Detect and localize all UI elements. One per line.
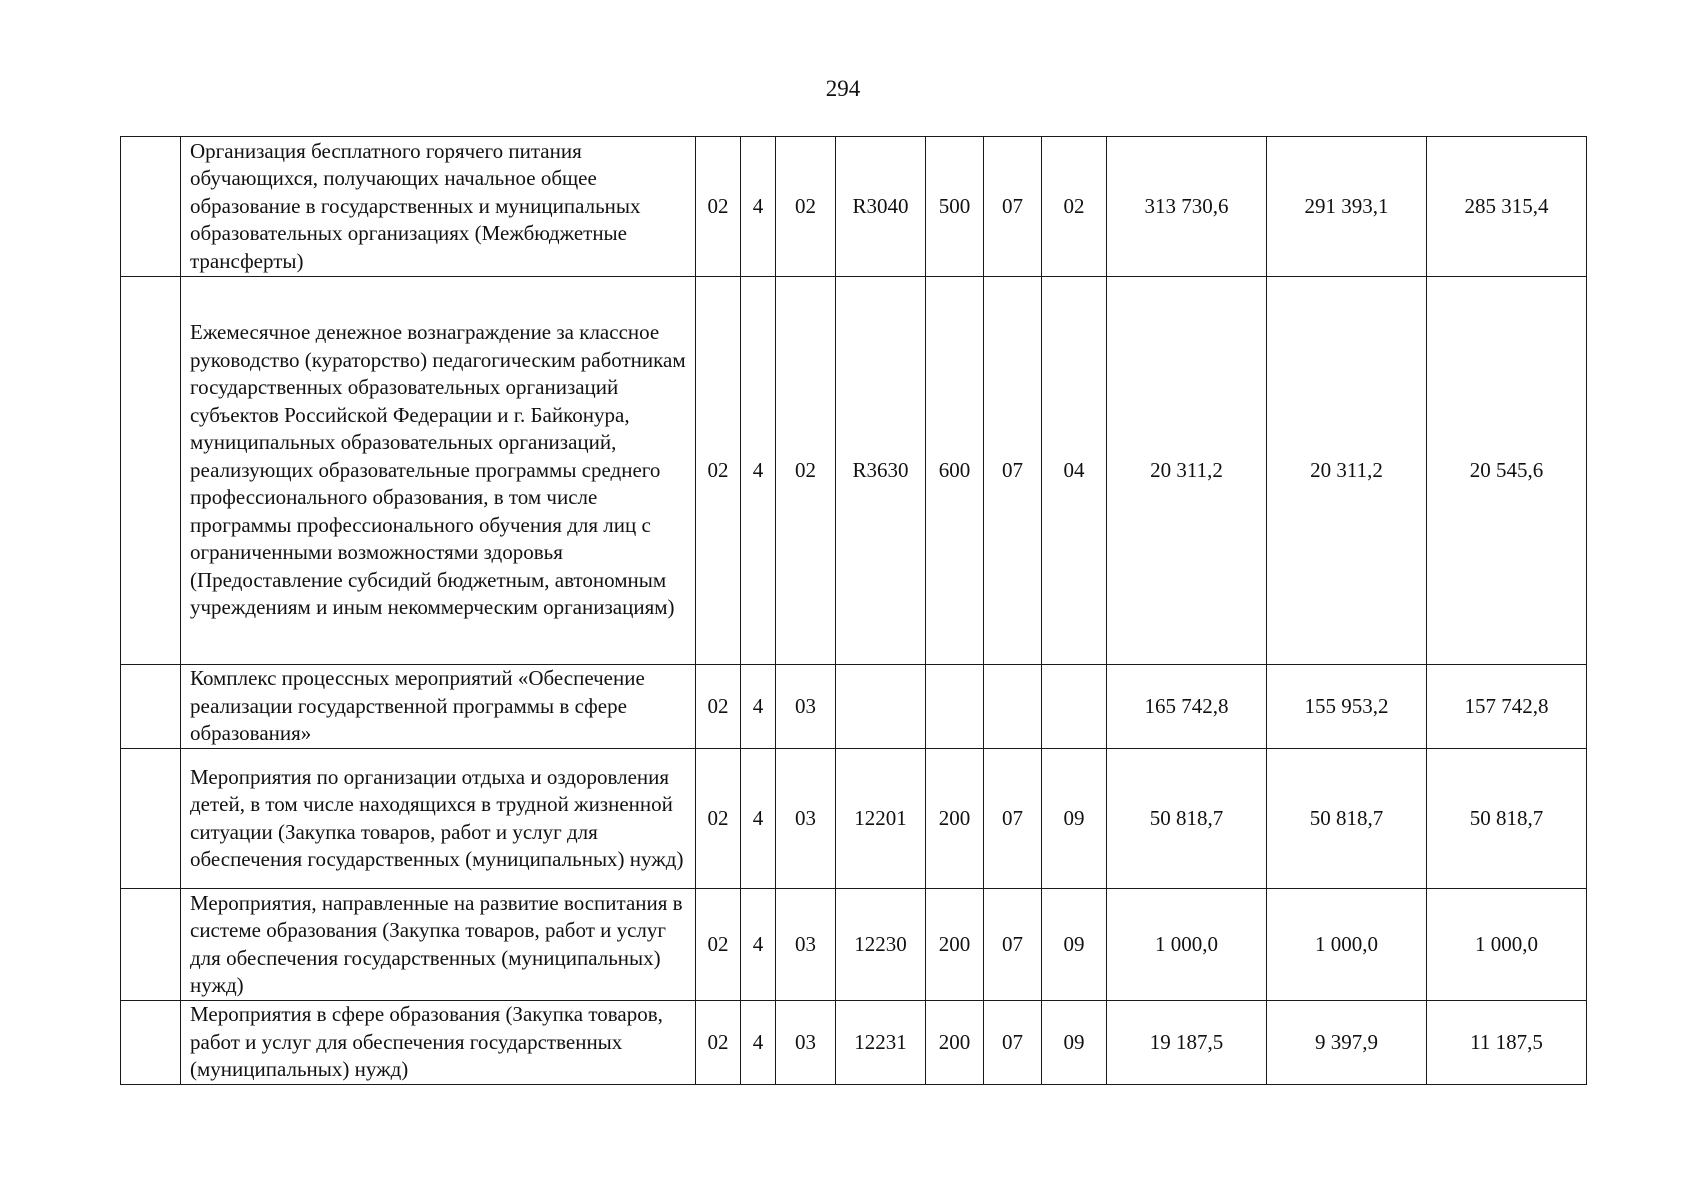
program-cell: 02 bbox=[696, 665, 741, 749]
amount-3-cell: 11 187,5 bbox=[1427, 1001, 1587, 1085]
subsection-cell bbox=[1042, 665, 1107, 749]
program-cell: 02 bbox=[696, 137, 741, 277]
subprogram-cell: 4 bbox=[741, 1001, 776, 1085]
subsection-cell: 09 bbox=[1042, 1001, 1107, 1085]
budget-table bbox=[120, 136, 1587, 1085]
description-cell: Мероприятия по организации отдыха и оздоровления детей, в том числе находящихся в трудной жизненной ситуации (Закупка товаров, работ и услуг для обеспечения государственных (муниципальных) нужд) bbox=[181, 749, 696, 889]
amount-2-cell: 20 311,2 bbox=[1267, 277, 1427, 665]
subsection-cell: 04 bbox=[1042, 277, 1107, 665]
row-number-cell bbox=[121, 137, 181, 277]
amount-1-cell: 165 742,8 bbox=[1107, 665, 1267, 749]
expense-type-cell: 200 bbox=[926, 749, 984, 889]
row-number-cell bbox=[121, 665, 181, 749]
program-cell: 02 bbox=[696, 889, 741, 1001]
amount-1-cell: 19 187,5 bbox=[1107, 1001, 1267, 1085]
subsection-cell: 09 bbox=[1042, 749, 1107, 889]
amount-2-cell: 291 393,1 bbox=[1267, 137, 1427, 277]
target-cell: 12231 bbox=[836, 1001, 926, 1085]
subsection-cell: 09 bbox=[1042, 889, 1107, 1001]
amount-1-cell: 20 311,2 bbox=[1107, 277, 1267, 665]
target-cell: 12201 bbox=[836, 749, 926, 889]
subprogram-cell: 4 bbox=[741, 889, 776, 1001]
amount-3-cell: 1 000,0 bbox=[1427, 889, 1587, 1001]
page-number: 294 bbox=[825, 76, 861, 101]
amount-1-cell: 1 000,0 bbox=[1107, 889, 1267, 1001]
subprogram-cell: 4 bbox=[741, 749, 776, 889]
expense-type-cell bbox=[926, 665, 984, 749]
section-cell: 07 bbox=[984, 277, 1042, 665]
block-cell: 03 bbox=[776, 889, 836, 1001]
block-cell: 03 bbox=[776, 665, 836, 749]
expense-type-cell: 600 bbox=[926, 277, 984, 665]
amount-1-cell: 50 818,7 bbox=[1107, 749, 1267, 889]
description-cell: Организация бесплатного горячего питания обучающихся, получающих начальное общее образование в государственных и муниципальных образовательных организациях (Межбюджетные трансферты) bbox=[181, 137, 696, 277]
block-cell: 03 bbox=[776, 749, 836, 889]
table-row bbox=[121, 1001, 1587, 1085]
table-row bbox=[121, 665, 1587, 749]
program-cell: 02 bbox=[696, 1001, 741, 1085]
amount-2-cell: 9 397,9 bbox=[1267, 1001, 1427, 1085]
amount-3-cell: 157 742,8 bbox=[1427, 665, 1587, 749]
target-cell: R3630 bbox=[836, 277, 926, 665]
section-cell: 07 bbox=[984, 137, 1042, 277]
amount-3-cell: 50 818,7 bbox=[1427, 749, 1587, 889]
target-cell: 12230 bbox=[836, 889, 926, 1001]
amount-3-cell: 285 315,4 bbox=[1427, 137, 1587, 277]
block-cell: 03 bbox=[776, 1001, 836, 1085]
block-cell: 02 bbox=[776, 277, 836, 665]
description-cell: Мероприятия в сфере образования (Закупка товаров, работ и услуг для обеспечения государственных (муниципальных) нужд) bbox=[181, 1001, 696, 1085]
expense-type-cell: 200 bbox=[926, 889, 984, 1001]
section-cell: 07 bbox=[984, 749, 1042, 889]
subsection-cell: 02 bbox=[1042, 137, 1107, 277]
row-number-cell bbox=[121, 1001, 181, 1085]
amount-2-cell: 1 000,0 bbox=[1267, 889, 1427, 1001]
section-cell bbox=[984, 665, 1042, 749]
table-row bbox=[121, 137, 1587, 277]
section-cell: 07 bbox=[984, 1001, 1042, 1085]
row-number-cell bbox=[121, 277, 181, 665]
amount-3-cell: 20 545,6 bbox=[1427, 277, 1587, 665]
target-cell: R3040 bbox=[836, 137, 926, 277]
table-row bbox=[121, 277, 1587, 665]
table-row bbox=[121, 889, 1587, 1001]
table-row bbox=[121, 749, 1587, 889]
expense-type-cell: 500 bbox=[926, 137, 984, 277]
description-cell: Мероприятия, направленные на развитие воспитания в системе образования (Закупка товаров, работ и услуг для обеспечения государственных (муниципальных) нужд) bbox=[181, 889, 696, 1001]
section-cell: 07 bbox=[984, 889, 1042, 1001]
program-cell: 02 bbox=[696, 277, 741, 665]
program-cell: 02 bbox=[696, 749, 741, 889]
subprogram-cell: 4 bbox=[741, 277, 776, 665]
row-number-cell bbox=[121, 749, 181, 889]
amount-1-cell: 313 730,6 bbox=[1107, 137, 1267, 277]
target-cell bbox=[836, 665, 926, 749]
subprogram-cell: 4 bbox=[741, 137, 776, 277]
subprogram-cell: 4 bbox=[741, 665, 776, 749]
expense-type-cell: 200 bbox=[926, 1001, 984, 1085]
description-cell: Ежемесячное денежное вознаграждение за классное руководство (кураторство) педагогическим работникам государственных образовательных организаций субъектов Российской Федерации и г. Байконура, муниципальных образовательных организаций, реализующих образовательные программы среднего профессионального образования, в том числе программы профессионального обучения для лиц с ограниченными возможностями здоровья (Предоставление субсидий бюджетным, автономным учреждениям и иным некоммерческим организациям) bbox=[181, 277, 696, 665]
block-cell: 02 bbox=[776, 137, 836, 277]
row-number-cell bbox=[121, 889, 181, 1001]
amount-2-cell: 50 818,7 bbox=[1267, 749, 1427, 889]
amount-2-cell: 155 953,2 bbox=[1267, 665, 1427, 749]
description-cell: Комплекс процессных мероприятий «Обеспечение реализации государственной программы в сфере образования» bbox=[181, 665, 696, 749]
